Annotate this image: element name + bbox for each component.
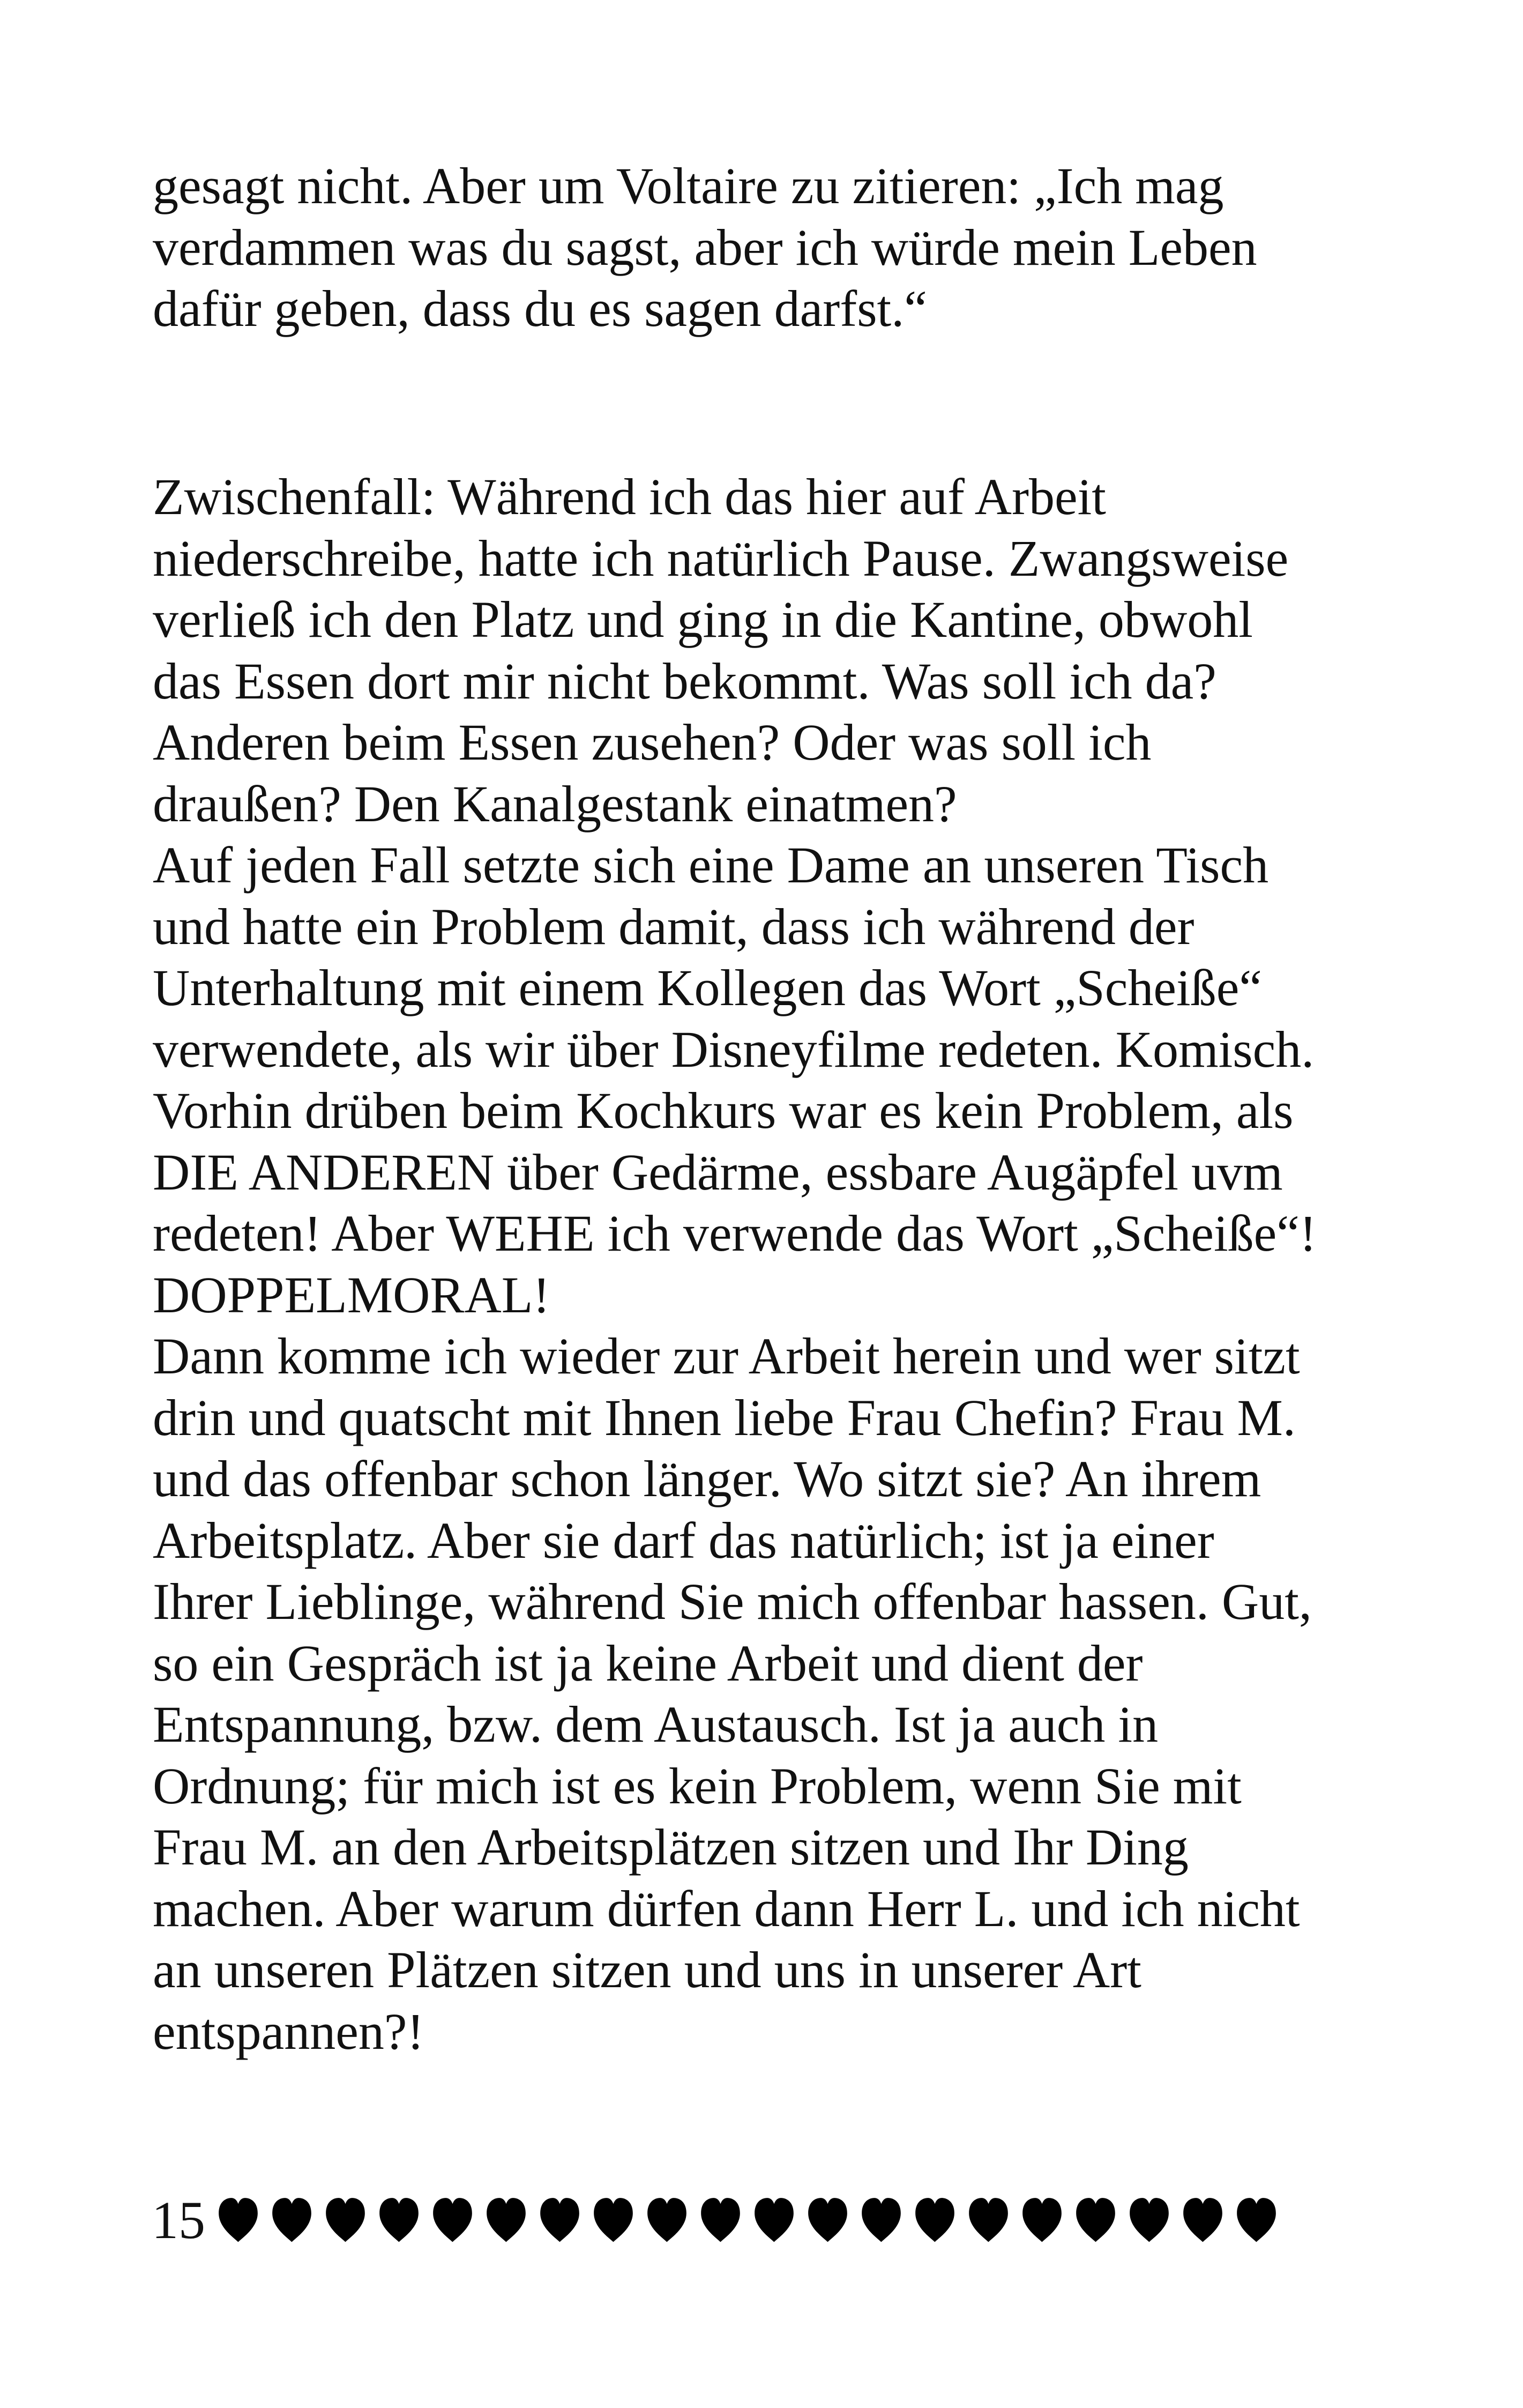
heart-icon	[1128, 2197, 1170, 2244]
heart-ornament-row	[217, 2197, 1278, 2244]
heart-icon	[807, 2197, 849, 2244]
heart-icon	[1074, 2197, 1117, 2244]
paragraph-zwischenfall: Zwischenfall: Während ich das hier auf Arbeit niederschreibe, hatte ich natürlich Pause. Zwangsweise verließ ich den Platz und ging in die Kantine, obwohl das Essen dort mir nicht bekommt. Was soll ich da? Anderen beim Essen zusehen? Oder was soll ich draußen? Den Kanalgestank einatmen? Auf jeden Fall setzte sich eine Dame an unseren Tisch und hatte ein Problem damit, dass ich während der Unterhaltung mit einem Kollegen das Wort „Scheiße“ verwendete, als wir über Disneyfilme redeten. Komisch. Vorhin drüben beim Kochkurs war es kein Problem, als DIE ANDEREN über Gedärme, essbare Augäpfel uvm redeten! Aber WEHE ich verwende das Wort „Scheiße“! DOPPELMORAL! Dann komme ich wieder zur Arbeit herein und wer sitzt drin und quatscht mit Ihnen liebe Frau Chefin? Frau M. und das offenbar schon länger. Wo sitzt sie? An ihrem Arbeitsplatz. Aber sie darf das natürlich; ist ja einer Ihrer Lieblinge, während Sie mich offenbar hassen. Gut, so ein Gespräch ist ja keine Arbeit und dient der Entspannung, bzw. dem Austausch. Ist ja auch in Ordnung; für mich ist es kein Problem, wenn Sie mit Frau M. an den Arbeitsplätzen sitzen und Ihr Ding machen. Aber warum dürfen dann Herr L. und ich nicht an unseren Plätzen sitzen und uns in unserer Art entspannen?!	[153, 468, 1317, 2060]
heart-icon	[967, 2197, 1010, 2244]
heart-icon	[378, 2197, 420, 2244]
heart-icon	[1235, 2197, 1278, 2244]
heart-icon	[753, 2197, 795, 2244]
heart-icon	[699, 2197, 742, 2244]
heart-icon	[539, 2197, 581, 2244]
heart-icon	[914, 2197, 956, 2244]
heart-icon	[1021, 2197, 1063, 2244]
page-number: 15	[152, 2190, 205, 2250]
page-footer	[152, 2188, 1278, 2253]
heart-icon	[431, 2197, 474, 2244]
heart-icon	[1182, 2197, 1224, 2244]
paragraph-voltaire-quote: gesagt nicht. Aber um Voltaire zu zitieren: „Ich mag verdammen was du sagst, aber ich würde mein Leben dafür geben, dass du es sagen darfst.“	[153, 157, 1257, 337]
heart-icon	[646, 2197, 688, 2244]
heart-icon	[485, 2197, 527, 2244]
heart-icon	[592, 2197, 634, 2244]
heart-icon	[324, 2197, 367, 2244]
heart-icon	[860, 2197, 902, 2244]
heart-icon	[217, 2197, 259, 2244]
heart-icon	[271, 2197, 313, 2244]
